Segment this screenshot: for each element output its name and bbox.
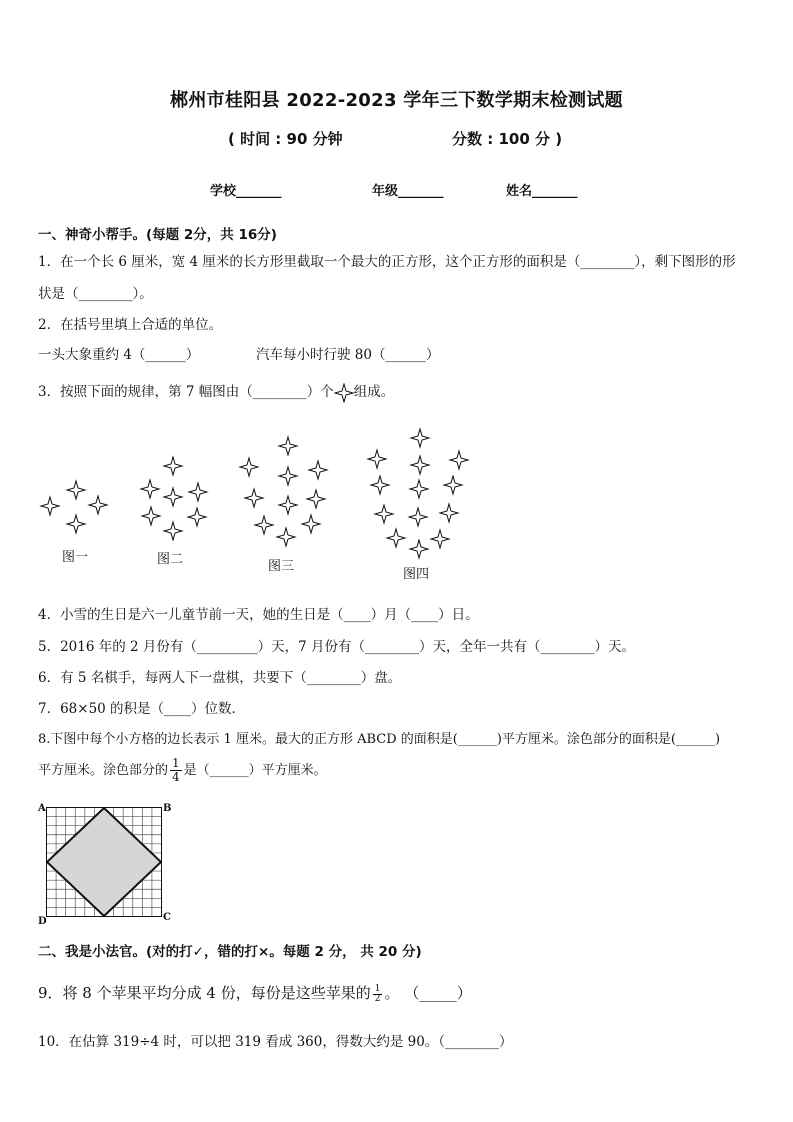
fraction-one-quarter: $\frac{1}{4}$: [172, 756, 180, 784]
question-7: 7．68×50 的积是（____）位数．: [38, 701, 246, 717]
page-title: 郴州市桂阳县 2022-2023 学年三下数学期末检测试题: [170, 90, 623, 111]
figure-1-label: 图一: [62, 550, 89, 565]
school-field: 学校_______: [210, 184, 282, 199]
question-9-text: 9．将 8 个苹果平均分成 4 份，每份是这些苹果的: [38, 984, 371, 1002]
vertex-a-label: A: [38, 803, 46, 814]
question-3: [38, 380, 394, 403]
question-3-text-end: 组成。: [353, 384, 395, 400]
figure-3-stars: [240, 437, 327, 546]
question-8-line-2: [38, 757, 327, 784]
figure-4-label: 图四: [403, 567, 430, 582]
question-2-part-b: 汽车每小时行驶 80（______）: [256, 347, 440, 363]
question-6: 6．有 5 名棋手，每两人下一盘棋，共要下（________）盘。: [38, 670, 402, 686]
question-3-text: 3．按照下面的规律，第 7 幅图由（________）个: [38, 384, 334, 400]
question-1-line-1: 1．在一个长 6 厘米，宽 4 厘米的长方形里截取一个最大的正方形，这个正方形的面积是（________），剩下图形的形: [38, 254, 736, 270]
question-8-text-end: 是（______）平方厘米。: [183, 763, 327, 778]
question-1-line-2: 状是（________）。: [38, 286, 153, 302]
grade-field: 年级_______: [372, 184, 444, 199]
question-9: [38, 982, 472, 1004]
fraction-one-half: $\frac{1}{2}$: [374, 983, 381, 1004]
figure-4-stars: [368, 429, 468, 558]
vertex-b-label: B: [163, 803, 172, 814]
exam-score: 分数 : 100 分 ): [452, 130, 563, 148]
shaded-square: [47, 808, 161, 916]
figure-3-label: 图三: [268, 559, 295, 574]
question-9-text-end: 。 （_____）: [384, 984, 472, 1002]
vertex-d-label: D: [38, 916, 47, 927]
section-1-heading: 一、神奇小帮手。(每题 2分，共 16分): [38, 227, 277, 243]
square-grid-figure: [46, 807, 162, 917]
figure-1-stars: [41, 481, 107, 533]
question-2: 2．在括号里填上合适的单位。: [38, 317, 223, 333]
question-8-text: 平方厘米。涂色部分的: [38, 763, 169, 778]
question-5: 5．2016 年的 2 月份有（_________）天，7 月份有（________）天，全年一共有（________）天。: [38, 639, 636, 655]
star-icon: [334, 383, 354, 403]
figure-2-stars: [141, 457, 207, 540]
question-10: 10．在估算 319÷4 时，可以把 319 看成 360，得数大约是 90。（________）: [38, 1034, 513, 1050]
question-4: 4．小雪的生日是六一儿童节前一天，她的生日是（____）月（____）日。: [38, 607, 479, 623]
figure-2-label: 图二: [157, 552, 184, 567]
exam-time: ( 时间 : 90 分钟: [228, 130, 343, 148]
star-pattern-figures: [30, 420, 490, 560]
section-2-heading: 二、我是小法官。(对的打✓，错的打×。每题 2 分， 共 20 分): [38, 944, 422, 960]
name-field: 姓名_______: [506, 184, 578, 199]
vertex-c-label: C: [163, 912, 171, 923]
question-2-part-a: 一头大象重约 4（______）: [38, 347, 200, 363]
question-8-line-1: 8.下图中每个小方格的边长表示 1 厘米。最大的正方形 ABCD 的面积是(______)平方厘米。涂色部分的面积是(______): [38, 732, 721, 747]
